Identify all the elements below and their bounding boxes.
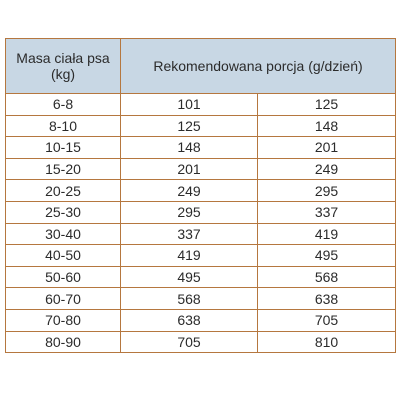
table-row bbox=[6, 309, 396, 331]
cell-portion-a: 295 bbox=[121, 201, 258, 223]
table-row bbox=[6, 137, 396, 159]
cell-portion-b: 638 bbox=[258, 288, 396, 310]
feeding-table-container bbox=[5, 38, 395, 353]
cell-portion-a: 495 bbox=[121, 266, 258, 288]
header-portion: Rekomendowana porcja (g/dzień) bbox=[121, 39, 396, 94]
cell-portion-a: 568 bbox=[121, 288, 258, 310]
cell-portion-a: 249 bbox=[121, 180, 258, 202]
cell-weight: 60-70 bbox=[6, 288, 121, 310]
cell-portion-a: 638 bbox=[121, 309, 258, 331]
cell-portion-b: 568 bbox=[258, 266, 396, 288]
header-row bbox=[6, 39, 396, 94]
cell-weight: 70-80 bbox=[6, 309, 121, 331]
table-row bbox=[6, 331, 396, 353]
cell-portion-a: 101 bbox=[121, 94, 258, 116]
table-row bbox=[6, 266, 396, 288]
table-body bbox=[6, 94, 396, 353]
cell-portion-b: 148 bbox=[258, 115, 396, 137]
cell-weight: 10-15 bbox=[6, 137, 121, 159]
cell-weight: 50-60 bbox=[6, 266, 121, 288]
table-row bbox=[6, 288, 396, 310]
table-row bbox=[6, 115, 396, 137]
cell-portion-a: 419 bbox=[121, 245, 258, 267]
cell-portion-b: 495 bbox=[258, 245, 396, 267]
cell-portion-b: 419 bbox=[258, 223, 396, 245]
cell-weight: 20-25 bbox=[6, 180, 121, 202]
cell-portion-a: 201 bbox=[121, 158, 258, 180]
table-row bbox=[6, 158, 396, 180]
cell-portion-b: 810 bbox=[258, 331, 396, 353]
table-row bbox=[6, 94, 396, 116]
cell-portion-b: 125 bbox=[258, 94, 396, 116]
table-header bbox=[6, 39, 396, 94]
cell-weight: 8-10 bbox=[6, 115, 121, 137]
cell-portion-a: 148 bbox=[121, 137, 258, 159]
cell-weight: 30-40 bbox=[6, 223, 121, 245]
cell-weight: 80-90 bbox=[6, 331, 121, 353]
cell-weight: 6-8 bbox=[6, 94, 121, 116]
cell-portion-a: 337 bbox=[121, 223, 258, 245]
cell-portion-a: 705 bbox=[121, 331, 258, 353]
table-row bbox=[6, 201, 396, 223]
cell-portion-b: 705 bbox=[258, 309, 396, 331]
table-row bbox=[6, 180, 396, 202]
cell-weight: 25-30 bbox=[6, 201, 121, 223]
cell-portion-a: 125 bbox=[121, 115, 258, 137]
table-row bbox=[6, 245, 396, 267]
cell-weight: 40-50 bbox=[6, 245, 121, 267]
cell-portion-b: 249 bbox=[258, 158, 396, 180]
feeding-table bbox=[5, 38, 396, 353]
header-weight: Masa ciała psa (kg) bbox=[6, 39, 121, 94]
cell-portion-b: 337 bbox=[258, 201, 396, 223]
cell-portion-b: 201 bbox=[258, 137, 396, 159]
table-row bbox=[6, 223, 396, 245]
cell-weight: 15-20 bbox=[6, 158, 121, 180]
cell-portion-b: 295 bbox=[258, 180, 396, 202]
